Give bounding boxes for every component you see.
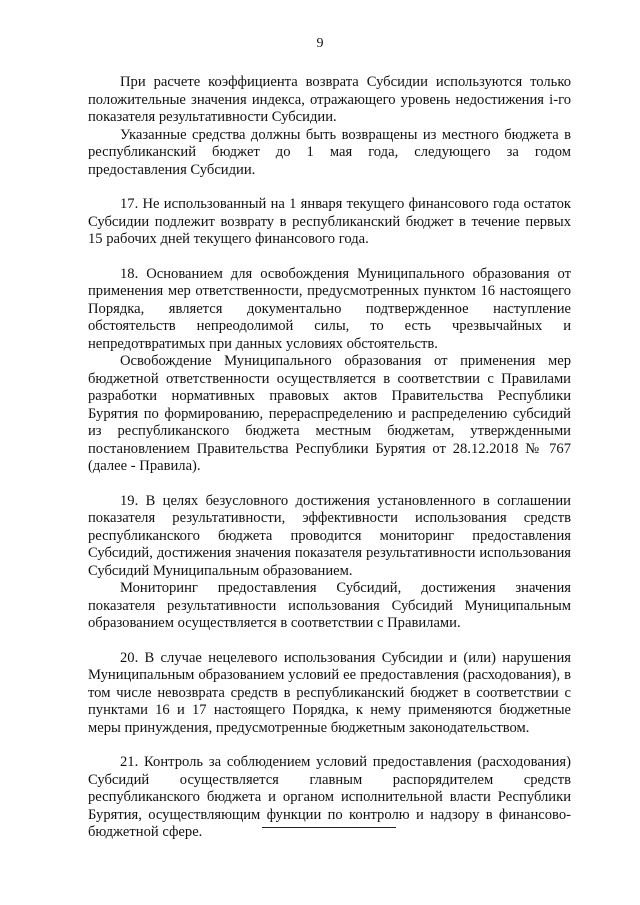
page-number: 9 [316,36,324,51]
paragraph-clause-19-monitoring: Мониторинг предоставления Субсидий, достижения значения показателя результативности использования Субсидий Муниципальным образованием осуществляется в соответствии с Правилами. [88,580,571,631]
end-of-text-divider [262,827,396,828]
paragraph-clause-18: 18. Основанием для освобождения Муниципального образования от применения мер ответственности, предусмотренных пунктом 16 настоящего Порядка, является документально подтвержденное наступление обстоятельств непреодолимой силы, то есть чрезвычайных и непредотвратимых при данных условиях обстоятельств. [88,265,571,352]
paragraph-clause-18-exemption: Освобождение Муниципального образования от применения мер бюджетной ответственности осуществляется в соответствии с Правилами разработки нормативных правовых актов Правительства Республики Бурятия по формированию, перераспределению и распределению субсидий из республиканского бюджета местным бюджетам, утвержденными постановлением Правительства Республики Бурятия от 28.12.2018 № 767 (далее - Правила). [88,353,571,474]
paragraph-clause-17: 17. Не использованный на 1 января текущего финансового года остаток Субсидии подлежит возврату в республиканский бюджет в течение первых 15 рабочих дней текущего финансового года. [88,196,571,247]
paragraph-clause-19: 19. В целях безусловного достижения установленного в соглашении показателя результативности, эффективности использования средств республиканского бюджета проводится мониторинг предоставления Субсидий, достижения значения показателя результативности использования Субсидий Муниципальным образованием. [88,492,571,579]
paragraph-clause-21: 21. Контроль за соблюдением условий предоставления (расходования) Субсидий осуществляется главным распорядителем средств республиканского бюджета и органом исполнительной власти Республики Бурятия, осуществляющим функции по контролю и надзору в финансово-бюджетной сфере. [88,754,571,840]
paragraph-clause-20: 20. В случае нецелевого использования Субсидии и (или) нарушения Муниципальным образованием условий ее предоставления (расходования), в том числе невозврата средств в республиканский бюджет в соответствии с пунктами 16 и 17 настоящего Порядка, к нему применяются бюджетные меры принуждения, предусмотренные бюджетным законодательством. [88,649,571,736]
paragraph-return-deadline: Указанные средства должны быть возвращены из местного бюджета в республиканский бюджет до 1 мая года, следующего за годом предоставления Субсидии. [88,126,571,178]
paragraph-coefficient-note: При расчете коэффициента возврата Субсидии используются только положительные значения индекса, отражающего уровень недостижения i-го показателя результативности Субсидии. [88,74,571,125]
document-body [88,74,571,842]
